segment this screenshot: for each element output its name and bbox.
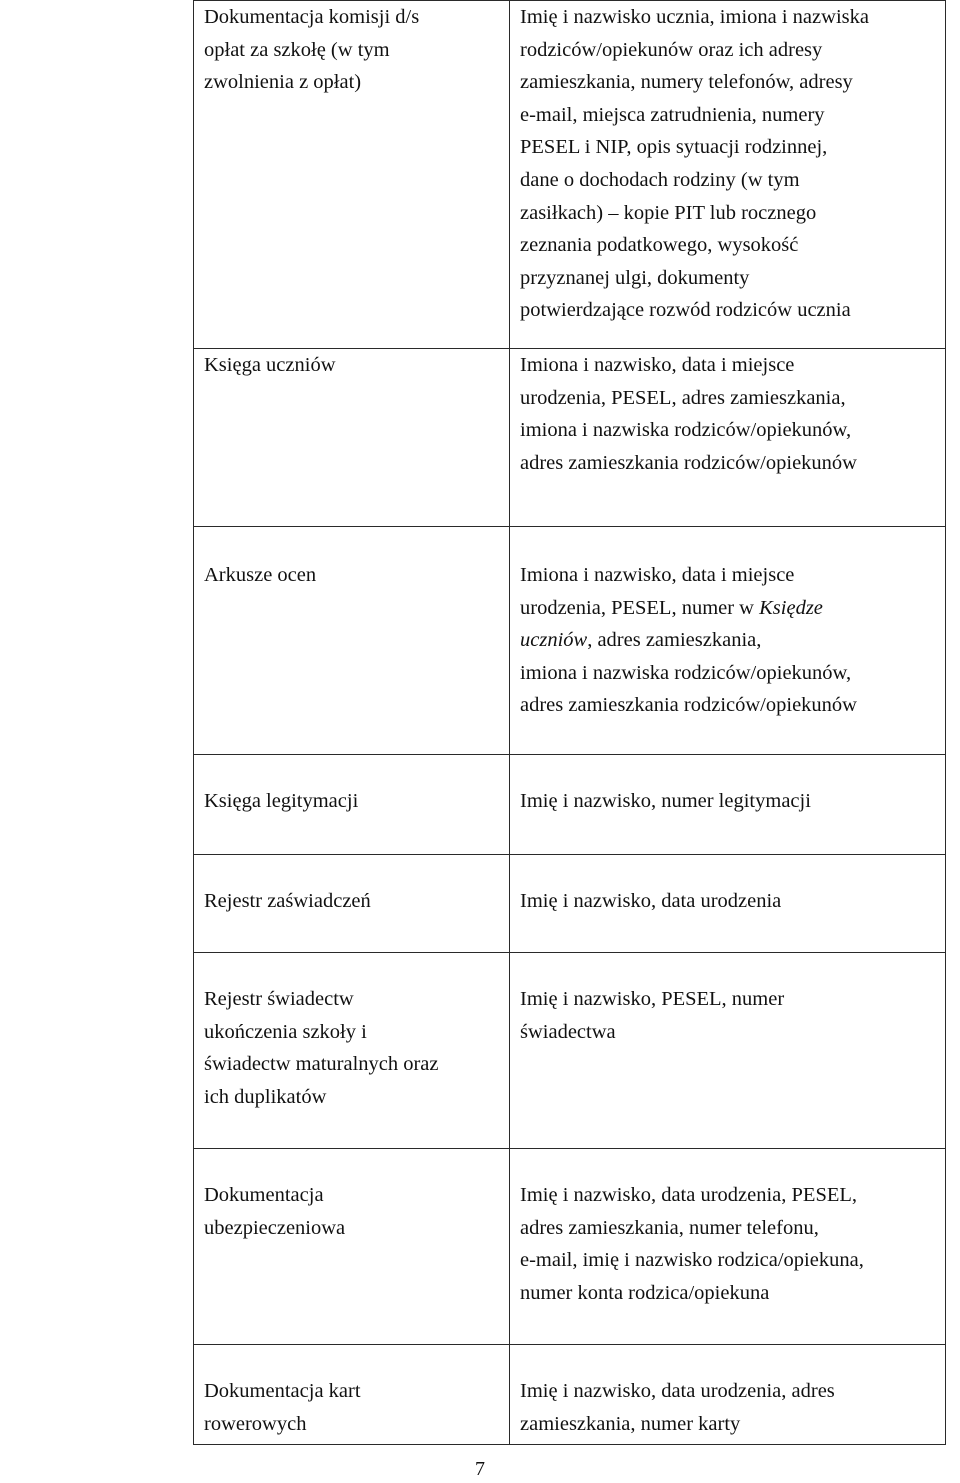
- category-cell: [194, 855, 510, 953]
- data-line: potwierdzające rozwód rodziców ucznia: [520, 299, 851, 322]
- category-line: Dokumentacja kart: [204, 1380, 361, 1402]
- table-row: [194, 527, 946, 755]
- category-line: ich duplikatów: [204, 1085, 327, 1108]
- data-line: imiona i nazwiska rodziców/opiekunów,: [520, 661, 852, 684]
- data-line: PESEL i NIP, opis sytuacji rodzinnej,: [520, 136, 828, 159]
- data-line: imiona i nazwiska rodziców/opiekunów,: [520, 419, 852, 442]
- data-line: Imię i nazwisko, numer legitymacji: [520, 790, 811, 812]
- table-row: [194, 1345, 946, 1445]
- data-text: , adres zamieszkania,: [587, 629, 762, 652]
- data-line: [520, 592, 935, 625]
- data-line: urodzenia, PESEL, adres zamieszkania,: [520, 386, 846, 409]
- data-line: zasiłkach) – kopie PIT lub rocznego: [520, 201, 817, 224]
- category-line: zwolnienia z opłat): [204, 71, 362, 94]
- category-line: rowerowych: [204, 1412, 307, 1435]
- data-line: Imię i nazwisko, data urodzenia: [520, 890, 782, 912]
- category-line: Księga legitymacji: [204, 790, 359, 812]
- italic-title-text: Księdze: [759, 596, 823, 619]
- category-line: Arkusze ocen: [204, 564, 317, 586]
- table-row: [194, 755, 946, 855]
- category-line: Rejestr świadectw: [204, 988, 354, 1010]
- category-cell: [194, 1, 510, 349]
- data-line: zamieszkania, numery telefonów, adresy: [520, 71, 853, 94]
- data-line: adres zamieszkania, numer telefonu,: [520, 1216, 819, 1239]
- data-line: [520, 624, 935, 657]
- category-line: Księga uczniów: [204, 354, 336, 376]
- data-scope-cell: [510, 1149, 946, 1345]
- category-line: Dokumentacja: [204, 1184, 324, 1206]
- data-line: e-mail, miejsca zatrudnienia, numery: [520, 103, 825, 126]
- table-row: [194, 349, 946, 527]
- category-line: opłat za szkołę (w tym: [204, 38, 390, 61]
- data-line: adres zamieszkania rodziców/opiekunów: [520, 451, 857, 474]
- data-line: e-mail, imię i nazwisko rodzica/opiekuna,: [520, 1249, 864, 1272]
- category-line: Rejestr zaświadczeń: [204, 890, 371, 912]
- data-line: świadectwa: [520, 1020, 616, 1043]
- data-scope-cell: [510, 953, 946, 1149]
- data-line: zamieszkania, numer karty: [520, 1412, 741, 1435]
- category-line: świadectw maturalnych oraz: [204, 1053, 439, 1076]
- data-scope-cell: [510, 755, 946, 855]
- category-cell: [194, 1149, 510, 1345]
- data-line: Imię i nazwisko, data urodzenia, adres: [520, 1380, 835, 1402]
- data-scope-cell: [510, 1345, 946, 1445]
- data-line: numer konta rodzica/opiekuna: [520, 1281, 770, 1304]
- data-line: adres zamieszkania rodziców/opiekunów: [520, 694, 857, 717]
- category-cell: [194, 953, 510, 1149]
- table-row: [194, 855, 946, 953]
- data-line: Imiona i nazwisko, data i miejsce: [520, 564, 795, 586]
- data-line: Imię i nazwisko ucznia, imiona i nazwiska: [520, 6, 869, 28]
- data-scope-cell: [510, 349, 946, 527]
- category-line: ukończenia szkoły i: [204, 1020, 367, 1043]
- table-row: [194, 953, 946, 1149]
- data-scope-cell: [510, 1, 946, 349]
- data-line: przyznanej ulgi, dokumenty: [520, 266, 750, 289]
- data-line: rodziców/opiekunów oraz ich adresy: [520, 38, 823, 61]
- data-line: zeznania podatkowego, wysokość: [520, 234, 799, 257]
- italic-title-text: uczniów: [520, 629, 588, 652]
- data-inventory-table: [193, 0, 946, 1445]
- category-cell: [194, 755, 510, 855]
- category-line: ubezpieczeniowa: [204, 1216, 346, 1239]
- data-text: urodzenia, PESEL, numer w: [520, 596, 760, 619]
- category-cell: [194, 349, 510, 527]
- table-row: [194, 1, 946, 349]
- data-line: Imię i nazwisko, data urodzenia, PESEL,: [520, 1184, 858, 1206]
- data-line: Imiona i nazwisko, data i miejsce: [520, 354, 795, 376]
- table-row: [194, 1149, 946, 1345]
- page-number: 7: [475, 1458, 485, 1480]
- data-scope-cell: [510, 527, 946, 755]
- data-scope-cell: [510, 855, 946, 953]
- category-line: Dokumentacja komisji d/s: [204, 6, 420, 28]
- category-cell: [194, 1345, 510, 1445]
- category-cell: [194, 527, 510, 755]
- data-line: Imię i nazwisko, PESEL, numer: [520, 988, 785, 1010]
- data-line: dane o dochodach rodziny (w tym: [520, 168, 800, 191]
